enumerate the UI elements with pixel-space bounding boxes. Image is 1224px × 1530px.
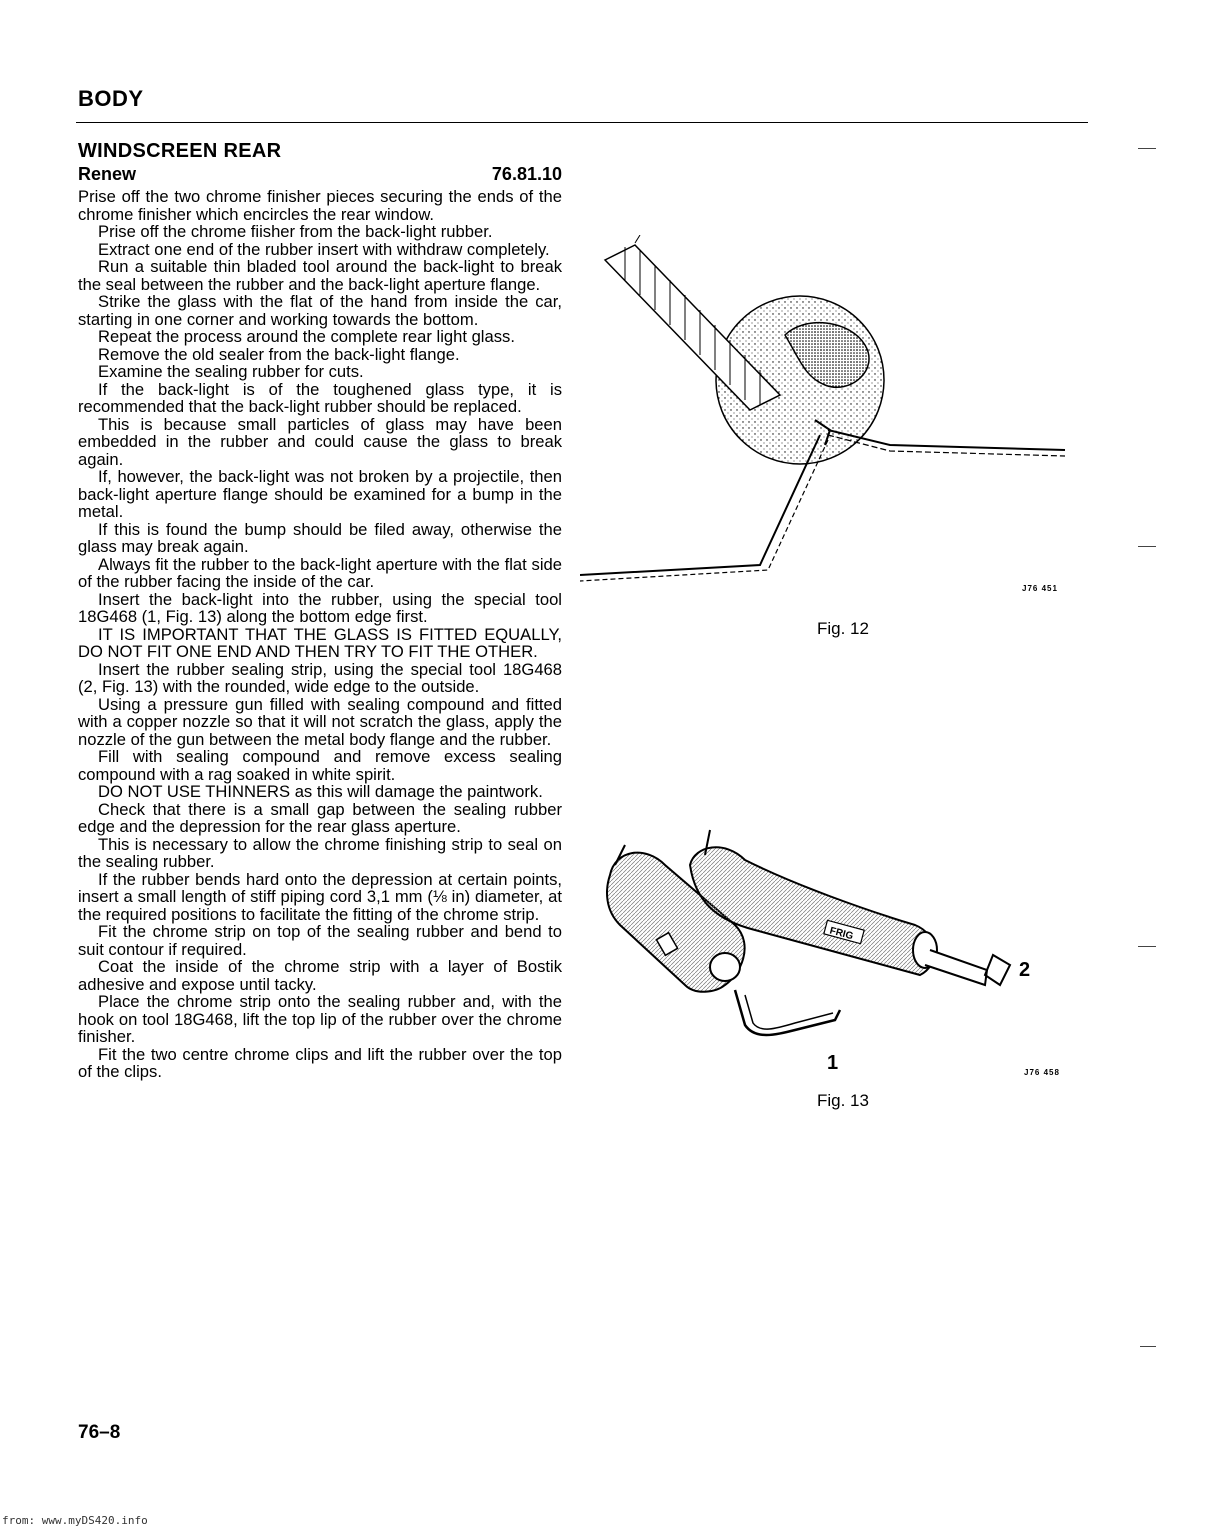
paragraph: Fit the chrome strip on top of the sealing rubber and bend to suit contour if required. [78,922,562,959]
paragraph: Place the chrome strip onto the sealing rubber and, with the hook on tool 18G468, lift the top lip of the rubber over the chrome finisher. [78,992,562,1046]
paragraph: Coat the inside of the chrome strip with a layer of Bostik adhesive and expose until tacky. [78,957,562,994]
source-footer: from: www.myDS420.info [2,1514,148,1527]
fig12-reference: J76 451 [1022,584,1058,593]
paragraph: Remove the old sealer from the back-light flange. [98,344,460,364]
paragraph: Examine the sealing rubber for cuts. [98,362,364,381]
operation-row [78,164,562,185]
paragraph: If this is found the bump should be filed away, otherwise the glass may break again. [78,519,562,556]
section-heading: BODY [78,86,144,111]
fig13-caption: Fig. 13 [817,1091,869,1110]
paragraph: If the back-light is of the toughened glass type, it is recommended that the back-light rubber should be replaced. [78,379,562,416]
paragraph: Extract one end of the rubber insert with withdraw completely. [98,239,550,259]
margin-mark [1138,546,1156,547]
margin-mark [1138,946,1156,947]
header-rule [76,122,1088,123]
paragraph: If, however, the back-light was not broken by a projectile, then back-light aperture flange should be examined for a bump in the metal. [78,467,562,521]
paragraph: DO NOT USE THINNERS as this will damage the paintwork. [98,782,543,801]
paragraph: Insert the back-light into the rubber, using the special tool 18G468 (1, Fig. 13) along the bottom edge first. [78,589,562,626]
paragraph: Strike the glass with the flat of the hand from inside the car, starting in one corner and working towards the bottom. [78,292,562,329]
operation-label: Renew [78,164,137,184]
paragraph: Fill with sealing compound and remove excess sealing compound with a rag soaked in white spirit. [78,747,562,784]
paragraph: If the rubber bends hard onto the depression at certain points, insert a small length of stiff piping cord 3,1 mm (⅛ in) diameter, at the required positions to facilitate the fitting of the chrome strip. [78,869,562,924]
paragraph: Always fit the rubber to the back-light aperture with the flat side of the rubber facing the inside of the car. [78,554,562,591]
paragraph: This is because small particles of glass may have been embedded in the rubber and could cause the glass to break again. [78,414,562,469]
paragraph: Prise off the two chrome finisher pieces securing the ends of the chrome finisher which encircles the rear window. [78,187,562,224]
paragraph: This is necessary to allow the chrome finishing strip to seal on the sealing rubber. [78,834,562,871]
paragraph: Check that there is a small gap between the sealing rubber edge and the depression for the rear glass aperture. [78,799,562,836]
margin-mark [1140,1346,1156,1347]
margin-mark [1138,148,1156,149]
paragraph: IT IS IMPORTANT THAT THE GLASS IS FITTED EQUALLY, DO NOT FIT ONE END AND THEN TRY TO FIT THE OTHER. [78,624,562,661]
tool-2-shaft [925,950,987,985]
fig12-caption: Fig. 12 [817,619,869,638]
paragraph: Insert the rubber sealing strip, using the special tool 18G468 (2, Fig. 13) with the rounded, wide edge to the outside. [78,659,562,696]
paragraph: Prise off the chrome fiisher from the back-light rubber. [98,222,493,241]
paragraph: Run a suitable thin bladed tool around the back-light to break the seal between the rubber and the back-light aperture flange. [78,257,562,294]
fig12-illustration [580,235,1080,595]
operation-code: 76.81.10 [491,164,562,184]
paragraph: Using a pressure gun filled with sealing compound and fitted with a copper nozzle so that it will not scratch the glass, apply the nozzle of the gun between the metal body flange and the rubber. [78,694,562,749]
fig13-illustration [595,825,1035,1055]
page-number: 76–8 [78,1422,121,1443]
fig13-reference: J76 458 [1024,1068,1060,1077]
paragraph: Fit the two centre chrome clips and lift the rubber over the top of the clips. [78,1044,562,1081]
procedure-title: WINDSCREEN REAR [78,140,282,162]
fig13-callout-1: 1 [827,1052,839,1074]
fig13-callout-2: 2 [1019,959,1031,981]
tool-marking: FRIG [828,925,855,943]
instruction-text [78,188,562,1081]
paragraph: Repeat the process around the complete rear light glass. [98,327,515,346]
